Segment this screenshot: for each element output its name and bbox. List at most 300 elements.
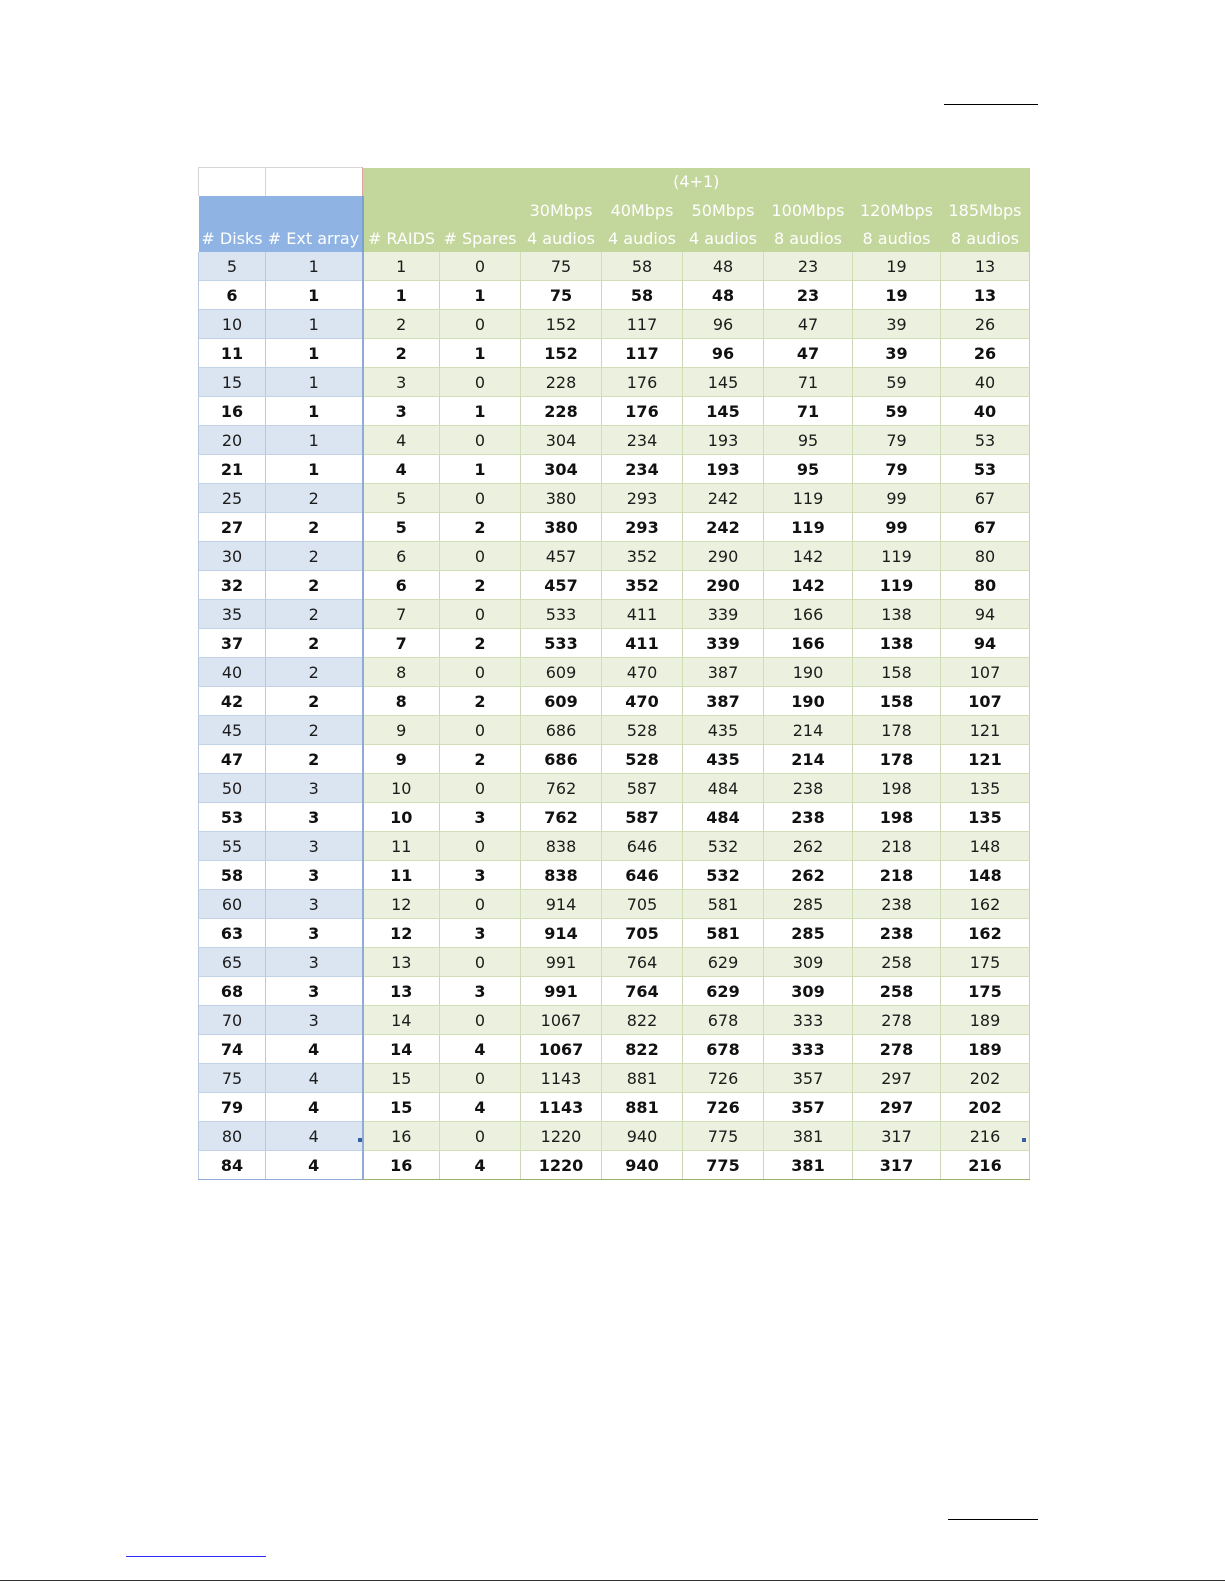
table-cell: 764: [602, 977, 683, 1006]
table-cell: 317: [853, 1151, 941, 1180]
table-cell: 121: [941, 745, 1030, 774]
table-cell: 20: [199, 426, 266, 455]
table-cell: 705: [602, 919, 683, 948]
table-cell: 71: [764, 397, 853, 426]
table-cell: 26: [941, 310, 1030, 339]
table-cell: 175: [941, 977, 1030, 1006]
table-cell: 285: [764, 919, 853, 948]
table-cell: 79: [199, 1093, 266, 1122]
table-cell: 3: [440, 861, 521, 890]
table-cell: 238: [853, 919, 941, 948]
table-row: [199, 716, 1030, 745]
table-cell: 726: [683, 1064, 764, 1093]
table-cell: 2: [440, 629, 521, 658]
table-cell: 193: [683, 426, 764, 455]
table-cell: 3: [266, 861, 363, 890]
table-cell: 3: [363, 368, 440, 397]
table-cell: 3: [266, 774, 363, 803]
table-row: [199, 687, 1030, 716]
table-cell: 99: [853, 513, 941, 542]
table-cell: 39: [853, 310, 941, 339]
table-cell: 158: [853, 687, 941, 716]
table-cell: 940: [602, 1122, 683, 1151]
column-header-line2: 8 audios: [764, 224, 853, 252]
table-row: [199, 774, 1030, 803]
table-cell: 339: [683, 600, 764, 629]
table-row: [199, 339, 1030, 368]
table-cell: 0: [440, 368, 521, 397]
table-cell: 55: [199, 832, 266, 861]
table-cell: 646: [602, 832, 683, 861]
table-cell: 190: [764, 687, 853, 716]
table-cell: 47: [764, 339, 853, 368]
table-cell: 63: [199, 919, 266, 948]
table-row: [199, 1093, 1030, 1122]
table-cell: 15: [199, 368, 266, 397]
table-cell: 1: [363, 281, 440, 310]
table-cell: 4: [440, 1093, 521, 1122]
table-cell: 60: [199, 890, 266, 919]
table-cell: 309: [764, 977, 853, 1006]
table-cell: 107: [941, 687, 1030, 716]
table-cell: 96: [683, 339, 764, 368]
table-cell: 26: [941, 339, 1030, 368]
table-cell: 84: [199, 1151, 266, 1180]
table-cell: 95: [764, 455, 853, 484]
table-cell: 678: [683, 1006, 764, 1035]
table-cell: 9: [363, 745, 440, 774]
table-cell: 3: [266, 948, 363, 977]
table-cell: 317: [853, 1122, 941, 1151]
table-row: [199, 1151, 1030, 1180]
table-cell: 216: [941, 1151, 1030, 1180]
table-row: [199, 1006, 1030, 1035]
column-header-line2: # Disks: [199, 224, 266, 252]
table-row: [199, 658, 1030, 687]
table-cell: 50: [199, 774, 266, 803]
table-cell: 457: [521, 571, 602, 600]
table-cell: 0: [440, 426, 521, 455]
table-cell: 12: [363, 890, 440, 919]
table-cell: 2: [266, 571, 363, 600]
table-cell: 16: [363, 1151, 440, 1180]
header-row-line2: [199, 224, 1030, 252]
table-cell: 4: [440, 1151, 521, 1180]
table-cell: 411: [602, 629, 683, 658]
table-cell: 242: [683, 513, 764, 542]
table-cell: 278: [853, 1006, 941, 1035]
table-cell: 762: [521, 803, 602, 832]
table-cell: 228: [521, 397, 602, 426]
table-cell: 470: [602, 687, 683, 716]
table-cell: 94: [941, 600, 1030, 629]
table-cell: 35: [199, 600, 266, 629]
table-cell: 4: [266, 1122, 363, 1151]
table-row: [199, 1035, 1030, 1064]
table-cell: 80: [941, 542, 1030, 571]
table-row: [199, 368, 1030, 397]
table-resize-handle: [358, 1138, 362, 1142]
table-cell: 914: [521, 890, 602, 919]
table-cell: 13: [363, 977, 440, 1006]
table-cell: 1143: [521, 1093, 602, 1122]
table-cell: 293: [602, 484, 683, 513]
table-cell: 214: [764, 716, 853, 745]
column-header-line1: 100Mbps: [764, 196, 853, 224]
table-cell: 40: [199, 658, 266, 687]
table-cell: 3: [266, 1006, 363, 1035]
table-cell: 119: [764, 513, 853, 542]
table-cell: 484: [683, 803, 764, 832]
table-cell: 2: [266, 658, 363, 687]
table-cell: 381: [764, 1122, 853, 1151]
table-cell: 16: [363, 1122, 440, 1151]
table-cell: 80: [941, 571, 1030, 600]
column-header-line2: # Ext array: [266, 224, 363, 252]
table-cell: 40: [941, 368, 1030, 397]
table-cell: 152: [521, 339, 602, 368]
table-cell: 838: [521, 861, 602, 890]
table-cell: 609: [521, 658, 602, 687]
table-cell: 10: [363, 803, 440, 832]
table-cell: 10: [199, 310, 266, 339]
table-cell: 6: [199, 281, 266, 310]
table-cell: 8: [363, 687, 440, 716]
table-row: [199, 397, 1030, 426]
table-cell: 162: [941, 890, 1030, 919]
table-cell: 32: [199, 571, 266, 600]
table-cell: 99: [853, 484, 941, 513]
footer-link-rule: [126, 1556, 266, 1557]
table-cell: 297: [853, 1093, 941, 1122]
table-cell: 19: [853, 281, 941, 310]
table-cell: 189: [941, 1006, 1030, 1035]
table-cell: 3: [266, 977, 363, 1006]
table-cell: 2: [440, 571, 521, 600]
table-cell: 176: [602, 368, 683, 397]
table-cell: 75: [199, 1064, 266, 1093]
table-cell: 107: [941, 658, 1030, 687]
table-cell: 6: [363, 571, 440, 600]
header-row-line1: [199, 196, 1030, 224]
table-cell: 380: [521, 513, 602, 542]
table-cell: 23: [764, 252, 853, 281]
table-cell: 333: [764, 1035, 853, 1064]
table-cell: 145: [683, 368, 764, 397]
table-cell: 4: [440, 1035, 521, 1064]
table-cell: 4: [266, 1035, 363, 1064]
table-cell: 16: [199, 397, 266, 426]
table-cell: 3: [266, 832, 363, 861]
table-cell: 45: [199, 716, 266, 745]
table-row: [199, 861, 1030, 890]
table-cell: 532: [683, 832, 764, 861]
table-cell: 629: [683, 977, 764, 1006]
table-cell: 214: [764, 745, 853, 774]
table-cell: 380: [521, 484, 602, 513]
table-row: [199, 513, 1030, 542]
table-cell: 53: [941, 455, 1030, 484]
table-cell: 762: [521, 774, 602, 803]
table-cell: 40: [941, 397, 1030, 426]
table-row: [199, 948, 1030, 977]
table-cell: 47: [764, 310, 853, 339]
table-cell: 0: [440, 310, 521, 339]
table-cell: 457: [521, 542, 602, 571]
table-cell: 381: [764, 1151, 853, 1180]
table-cell: 9: [363, 716, 440, 745]
column-header-line1: [266, 196, 363, 224]
table-cell: 775: [683, 1151, 764, 1180]
table-cell: 59: [853, 397, 941, 426]
table-cell: 152: [521, 310, 602, 339]
header-row-group: [199, 168, 1030, 197]
table-cell: 238: [764, 774, 853, 803]
table-cell: 1067: [521, 1035, 602, 1064]
table-cell: 4: [266, 1151, 363, 1180]
table-cell: 2: [440, 687, 521, 716]
table-cell: 145: [683, 397, 764, 426]
table-cell: 333: [764, 1006, 853, 1035]
table-cell: 3: [266, 890, 363, 919]
table-row: [199, 455, 1030, 484]
table-cell: 3: [440, 977, 521, 1006]
table-cell: 532: [683, 861, 764, 890]
table-cell: 0: [440, 1122, 521, 1151]
table-cell: 148: [941, 861, 1030, 890]
table-cell: 357: [764, 1093, 853, 1122]
table-row: [199, 890, 1030, 919]
table-cell: 65: [199, 948, 266, 977]
table-cell: 142: [764, 571, 853, 600]
table-cell: 176: [602, 397, 683, 426]
table-cell: 278: [853, 1035, 941, 1064]
table-cell: 2: [363, 339, 440, 368]
table-cell: 2: [266, 484, 363, 513]
group-title: (4+1): [363, 168, 1030, 197]
table-cell: 686: [521, 745, 602, 774]
table-cell: 357: [764, 1064, 853, 1093]
table-cell: 11: [199, 339, 266, 368]
page-bottom-rule: [0, 1580, 1225, 1581]
table-cell: 58: [602, 281, 683, 310]
table-cell: 1: [266, 281, 363, 310]
column-header-line1: [363, 196, 440, 224]
table-cell: 234: [602, 455, 683, 484]
table-cell: 166: [764, 600, 853, 629]
table-cell: 0: [440, 542, 521, 571]
column-header-line1: 185Mbps: [941, 196, 1030, 224]
table-cell: 387: [683, 687, 764, 716]
table-cell: 881: [602, 1093, 683, 1122]
table-cell: 242: [683, 484, 764, 513]
table-cell: 202: [941, 1093, 1030, 1122]
table-row: [199, 832, 1030, 861]
table-cell: 75: [521, 281, 602, 310]
table-cell: 581: [683, 919, 764, 948]
table-cell: 190: [764, 658, 853, 687]
column-header-line2: 4 audios: [521, 224, 602, 252]
table-cell: 940: [602, 1151, 683, 1180]
table-cell: 138: [853, 600, 941, 629]
table-cell: 10: [363, 774, 440, 803]
table-cell: 1: [266, 368, 363, 397]
table-cell: 178: [853, 716, 941, 745]
table-cell: 528: [602, 716, 683, 745]
table-row: [199, 542, 1030, 571]
table-cell: 138: [853, 629, 941, 658]
table-cell: 198: [853, 774, 941, 803]
table-cell: 411: [602, 600, 683, 629]
table-cell: 705: [602, 890, 683, 919]
table-cell: 352: [602, 571, 683, 600]
table-cell: 162: [941, 919, 1030, 948]
table-cell: 30: [199, 542, 266, 571]
table-cell: 79: [853, 426, 941, 455]
table-cell: 2: [266, 745, 363, 774]
table-cell: 178: [853, 745, 941, 774]
table-cell: 216: [941, 1122, 1030, 1151]
table-row: [199, 1122, 1030, 1151]
table-cell: 646: [602, 861, 683, 890]
table-cell: 387: [683, 658, 764, 687]
table-row: [199, 310, 1030, 339]
table-cell: 202: [941, 1064, 1030, 1093]
table-cell: 1: [266, 397, 363, 426]
table-cell: 0: [440, 1064, 521, 1093]
table-cell: 14: [363, 1035, 440, 1064]
table-cell: 11: [363, 832, 440, 861]
table-row: [199, 919, 1030, 948]
table-cell: 7: [363, 629, 440, 658]
table-cell: 37: [199, 629, 266, 658]
table-cell: 75: [521, 252, 602, 281]
table-cell: 262: [764, 861, 853, 890]
table-cell: 1: [440, 281, 521, 310]
table-cell: 2: [266, 542, 363, 571]
table-cell: 609: [521, 687, 602, 716]
table-cell: 304: [521, 426, 602, 455]
table-cell: 2: [363, 310, 440, 339]
table-body: [199, 252, 1030, 1180]
table-cell: 94: [941, 629, 1030, 658]
table-cell: 53: [199, 803, 266, 832]
table-cell: 12: [363, 919, 440, 948]
table-cell: 5: [199, 252, 266, 281]
table-cell: 2: [266, 629, 363, 658]
table-row: [199, 600, 1030, 629]
table-cell: 70: [199, 1006, 266, 1035]
table-cell: 2: [266, 716, 363, 745]
table-cell: 3: [440, 803, 521, 832]
table-cell: 39: [853, 339, 941, 368]
table-cell: 587: [602, 803, 683, 832]
table-cell: 117: [602, 339, 683, 368]
table-cell: 0: [440, 1006, 521, 1035]
table-cell: 238: [853, 890, 941, 919]
table-cell: 148: [941, 832, 1030, 861]
table-cell: 238: [764, 803, 853, 832]
table-cell: 1: [266, 310, 363, 339]
table-cell: 3: [266, 803, 363, 832]
table-cell: 0: [440, 716, 521, 745]
table-cell: 914: [521, 919, 602, 948]
table-cell: 533: [521, 629, 602, 658]
table-cell: 262: [764, 832, 853, 861]
table-cell: 2: [440, 513, 521, 542]
table-cell: 881: [602, 1064, 683, 1093]
table-cell: 0: [440, 948, 521, 977]
table-cell: 1: [440, 339, 521, 368]
table-row: [199, 745, 1030, 774]
table-cell: 27: [199, 513, 266, 542]
table-row: [199, 281, 1030, 310]
table-cell: 0: [440, 890, 521, 919]
table-cell: 435: [683, 745, 764, 774]
column-header-line1: [440, 196, 521, 224]
table-cell: 309: [764, 948, 853, 977]
column-header-line1: [199, 196, 266, 224]
table-cell: 193: [683, 455, 764, 484]
table-cell: 822: [602, 1006, 683, 1035]
table-cell: 838: [521, 832, 602, 861]
table-cell: 686: [521, 716, 602, 745]
table-cell: 14: [363, 1006, 440, 1035]
header-rule: [944, 104, 1038, 105]
table-cell: 67: [941, 513, 1030, 542]
table-cell: 822: [602, 1035, 683, 1064]
table-cell: 528: [602, 745, 683, 774]
table-row: [199, 571, 1030, 600]
table-cell: 258: [853, 948, 941, 977]
table-cell: 4: [363, 426, 440, 455]
table-cell: 297: [853, 1064, 941, 1093]
table-cell: 4: [266, 1093, 363, 1122]
table-cell: 435: [683, 716, 764, 745]
table-cell: 13: [941, 281, 1030, 310]
table-cell: 48: [683, 252, 764, 281]
table-cell: 119: [853, 571, 941, 600]
column-header-line1: 120Mbps: [853, 196, 941, 224]
table-cell: 1: [266, 455, 363, 484]
table-cell: 234: [602, 426, 683, 455]
table-cell: 726: [683, 1093, 764, 1122]
table-cell: 0: [440, 774, 521, 803]
column-header-line2: # Spares: [440, 224, 521, 252]
table-cell: 189: [941, 1035, 1030, 1064]
column-header-line2: 8 audios: [941, 224, 1030, 252]
raid-capacity-table: [198, 167, 1030, 1180]
table-cell: 5: [363, 513, 440, 542]
table-cell: 79: [853, 455, 941, 484]
footer-rule: [948, 1519, 1038, 1520]
table-cell: 764: [602, 948, 683, 977]
table-cell: 991: [521, 977, 602, 1006]
column-header-line1: 50Mbps: [683, 196, 764, 224]
table-cell: 48: [683, 281, 764, 310]
column-header-line1: 40Mbps: [602, 196, 683, 224]
table-cell: 2: [440, 745, 521, 774]
table-row: [199, 803, 1030, 832]
table-cell: 80: [199, 1122, 266, 1151]
table-cell: 3: [363, 397, 440, 426]
table-cell: 1067: [521, 1006, 602, 1035]
table-cell: 4: [363, 455, 440, 484]
table-row: [199, 426, 1030, 455]
table-cell: 1: [266, 339, 363, 368]
table-cell: 42: [199, 687, 266, 716]
table-cell: 74: [199, 1035, 266, 1064]
